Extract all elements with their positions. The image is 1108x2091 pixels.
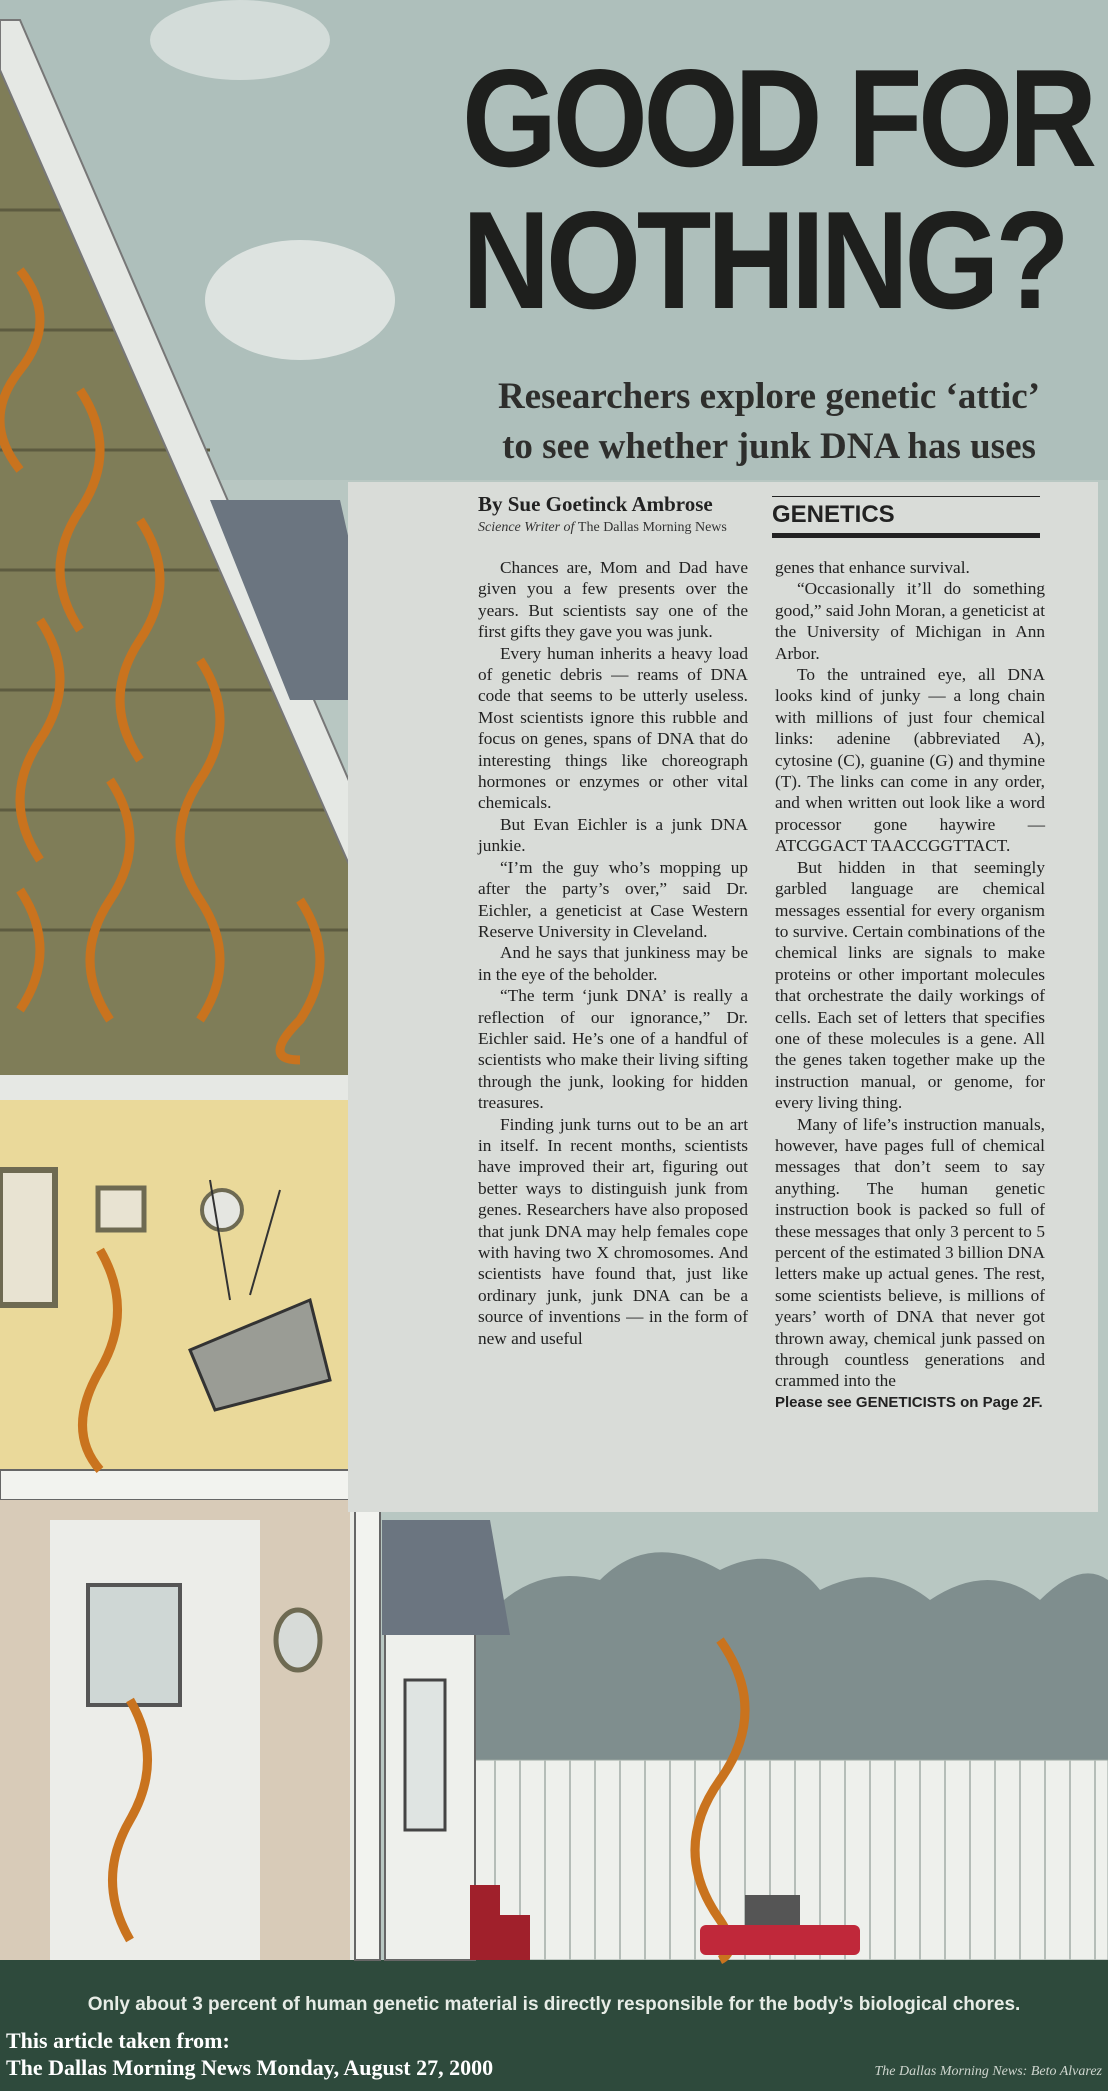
paragraph: Many of life’s instruction manuals, however, have pages full of chemical messages that don’t seem to say anything. The human genetic instruction book is packed so full of these messages that only 3 percent to 5 percent of the estimated 3 billion DNA letters make up actual genes. The rest, some scientists believe, is millions of years’ worth of DNA that never got thrown away, chemical junk passed on through countless generations and crammed into the	[775, 1114, 1045, 1391]
paragraph: “Occasionally it’ll do something good,” said John Moran, a geneticist at the University of Michigan in Ann Arbor.	[775, 579, 1045, 663]
writer-role: Science Writer of	[478, 520, 575, 535]
article-column-2	[775, 557, 1045, 1413]
section-label: GENETICS	[772, 496, 1040, 538]
paragraph: Finding junk turns out to be an art in itself. In recent months, scientists have improved their art, figuring out better ways to distinguish junk from genes. Researchers have also proposed that junk DNA may help females cope with having two X chromosomes. And scientists have found that, just like ordinary junk, junk DNA can be a source of inventions — in the form of new and useful	[478, 1114, 748, 1348]
paragraph: “The term ‘junk DNA’ is really a reflection of our ignorance,” Dr. Eichler said. He’s one of a handful of scientists who make their living sifting through the junk, looking for hidden treasures.	[478, 986, 748, 1113]
paragraph: Chances are, Mom and Dad have given you a few presents over the years. But scientists say one of the first gifts they gave you was junk.	[478, 558, 748, 642]
subheadline-line-1: Researchers explore genetic ‘attic’	[497, 376, 1041, 417]
paragraph: And he says that junkiness may be in the eye of the beholder.	[478, 943, 748, 984]
source-note-line-2: The Dallas Morning News Monday, August 27, 2000	[6, 2055, 494, 2080]
paragraph: To the untrained eye, all DNA looks kind of junky — a long chain with millions of just four chemical links: adenine (abbreviated A), cytosine (C), guanine (G) and thymine (T). The links can come in any order, and when written out look like a word processor gone haywire — ATCGGACT TAACCGGTTACT.	[775, 665, 1045, 856]
paragraph: Every human inherits a heavy load of genetic debris — reams of DNA code that seems to be utterly useless. Most scientists ignore this rubble and focus on genes, spans of DNA that do interesting things like choreograph hormones or enzymes or other vital chemicals.	[478, 643, 748, 813]
illustration-caption: Only about 3 percent of human genetic material is directly responsible for the body’s biological chores.	[87, 1994, 1021, 2015]
article-column-1	[478, 557, 748, 1349]
paragraph: genes that enhance survival.	[775, 558, 970, 577]
writer-credit	[478, 520, 727, 536]
paragraph: But Evan Eichler is a junk DNA junkie.	[478, 814, 748, 856]
subheadline	[474, 372, 1064, 472]
jump-line: Please see GENETICISTS on Page 2F.	[775, 1393, 1043, 1411]
headline-line-1: GOOD FOR	[462, 41, 1093, 196]
byline: By Sue Goetinck Ambrose	[478, 492, 713, 516]
cloud-icon	[205, 240, 395, 360]
headline-line-2: NOTHING?	[462, 183, 1066, 338]
paragraph: But hidden in that seemingly garbled language are chemical messages essential for every organism to survive. Certain combinations of the chemical links are signals to make proteins or other important molecules that orchestrate the daily workings of cells. Each set of letters that specifies one of these molecules is a gene. All the genes taken together make up the instruction manual, or genome, for every living thing.	[775, 857, 1045, 1113]
paragraph: “I’m the guy who’s mopping up after the party’s over,” said Dr. Eichler, a geneticist at Case Western Reserve University in Cleveland.	[478, 857, 748, 941]
illustration-credit: The Dallas Morning News: Beto Alvarez	[874, 2064, 1102, 2079]
headline	[462, 41, 1093, 338]
subheadline-line-2: to see whether junk DNA has uses	[502, 426, 1036, 467]
source-note-line-1: This article taken from:	[6, 2028, 230, 2053]
writer-paper: The Dallas Morning News	[577, 520, 727, 535]
